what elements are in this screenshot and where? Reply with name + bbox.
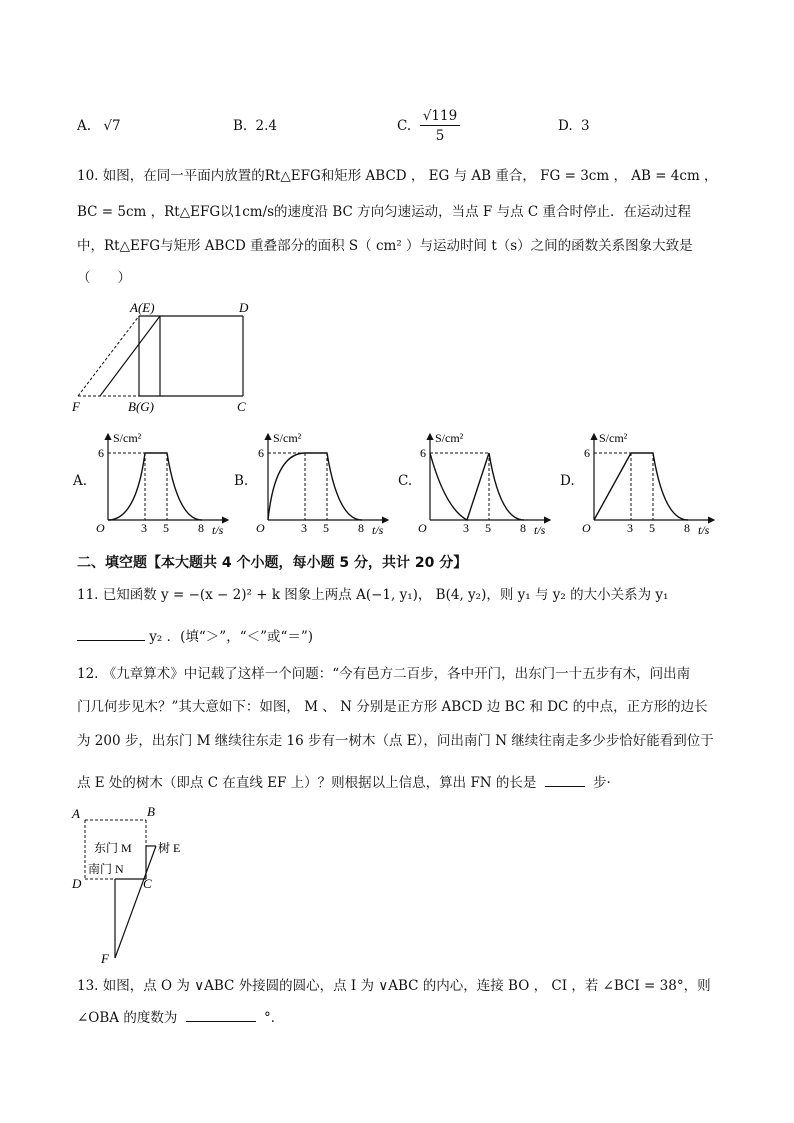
graph-d-x-tick-5: 5	[649, 521, 655, 535]
graph-c-x-tick-3: 3	[463, 521, 469, 535]
q12-figure-label-c: C	[143, 876, 152, 891]
q11-line-2-text: y₂ ．(填“＞”，“＜”或“＝”)	[149, 629, 314, 645]
q10-graph-d	[574, 428, 724, 542]
q10-figure-label-d: D	[239, 300, 249, 315]
q11-line-2	[77, 627, 313, 647]
q9-option-c-label: C.	[397, 118, 412, 134]
q10-figure-label-b: B(G)	[128, 399, 154, 414]
graph-b-curve	[268, 453, 362, 520]
q12-line-4	[77, 773, 611, 793]
q10-graph-label-b: B.	[234, 473, 249, 489]
graph-a-x-tick-3: 3	[141, 521, 147, 535]
graph-c-x-tick-8: 8	[520, 521, 526, 535]
q9-option-c-fraction	[420, 108, 460, 144]
q12-figure-label-a: A	[72, 806, 80, 821]
q9-option-c-numerator: √119	[420, 108, 460, 126]
q10-graph-b	[248, 428, 398, 542]
q12-figure-label-b: B	[147, 804, 155, 819]
q10-line-3: 中，Rt△EFG与矩形 ABCD 重叠部分的面积 S（ cm² ）与运动时间 t（s）之间的函数关系图象大致是	[77, 238, 693, 254]
graph-a-curve	[108, 453, 202, 520]
graph-a-x-label: t/s	[212, 523, 224, 537]
q13-line-2-end: °．	[263, 1010, 285, 1026]
q10-figure	[60, 290, 260, 420]
q12-figure-label-tree: 树 E	[158, 841, 181, 855]
q13-line-2	[77, 1008, 284, 1028]
q10-graph-d-svg	[574, 428, 724, 538]
q12-line-4-end: 步·	[593, 775, 611, 791]
q10-graph-c-svg	[410, 428, 560, 538]
q9-option-c-denominator: 5	[435, 128, 445, 144]
graph-d-y-tick: 6	[584, 446, 590, 460]
graph-b-x-tick-5: 5	[323, 521, 329, 535]
q12-figure-label-d: D	[72, 876, 82, 891]
q10-line-2: BC = 5cm ，Rt△EFG以1cm/s的速度沿 BC 方向匀速运动，当点 F 与点 C 重合时停止．在运动过程	[77, 204, 691, 220]
graph-d-x-tick-8: 8	[684, 521, 690, 535]
q10-figure-label-f: F	[72, 399, 80, 414]
graph-d-x-label: t/s	[698, 523, 710, 537]
graph-d-x-tick-3: 3	[627, 521, 633, 535]
q10-graph-b-svg	[248, 428, 398, 538]
graph-c-curve	[430, 453, 524, 520]
q12-line-3: 为 200 步，出东门 M 继续往东走 16 步有一树木（点 E），问出南门 N 继续往南走多少步恰好能看到位于	[77, 733, 714, 749]
q10-graph-a-svg	[88, 428, 238, 538]
q10-line-4: （ ）	[77, 270, 131, 286]
q9-option-b-value: 2.4	[255, 118, 277, 134]
q10-graph-label-c: C.	[398, 473, 413, 489]
q9-option-a	[77, 118, 121, 134]
graph-a-y-tick: 6	[98, 446, 104, 460]
q10-graph-a	[88, 428, 238, 542]
q9-option-d-value: 3	[580, 118, 590, 134]
graph-c-x-tick-5: 5	[485, 521, 491, 535]
graph-a-x-tick-5: 5	[163, 521, 169, 535]
q12-figure	[65, 800, 205, 970]
q12-line-1: 12. 《九章算术》中记载了这样一个问题：“今有邑方二百步，各中开门，出东门一十五步有木，问出南	[77, 666, 691, 682]
graph-b-origin: O	[256, 521, 265, 535]
q10-graph-label-d: D.	[560, 473, 575, 489]
graph-c-origin: O	[418, 521, 427, 535]
q12-figure-label-east-gate: 东门 M	[94, 841, 132, 855]
q12-line-4-text: 点 E 处的树木（即点 C 在直线 EF 上）？则根据以上信息，算出 FN 的长是	[77, 775, 537, 791]
q12-figure-label-south-gate: 南门 N	[88, 862, 124, 876]
graph-b-x-label: t/s	[372, 523, 384, 537]
q11-answer-blank[interactable]	[77, 640, 145, 641]
q12-figure-label-f: F	[101, 951, 109, 966]
graph-b-y-label: S/cm²	[273, 431, 302, 445]
q9-option-a-value: √7	[103, 118, 121, 134]
q11-line-1: 11. 已知函数 y = −(x − 2)² + k 图象上两点 A(−1, y₁)， B(4, y₂)，则 y₁ 与 y₂ 的大小关系为 y₁	[77, 587, 669, 603]
q13-answer-blank[interactable]	[186, 1021, 256, 1022]
q10-line-1: 10. 如图，在同一平面内放置的Rt△EFG和矩形 ABCD ， EG 与 AB 重合， FG = 3cm ， AB = 4cm ，	[77, 168, 718, 184]
q10-graph-label-a: A.	[73, 473, 88, 489]
q10-graph-c	[410, 428, 560, 542]
graph-d-origin: O	[582, 521, 591, 535]
q13-line-1: 13. 如图，点 O 为 ∨ABC 外接圆的圆心，点 I 为 ∨ABC 的内心，连接 BO ， CI ，若 ∠BCI = 38°，则	[77, 978, 711, 994]
graph-a-origin: O	[96, 521, 105, 535]
graph-b-x-tick-3: 3	[301, 521, 307, 535]
graph-d-y-label: S/cm²	[599, 431, 628, 445]
graph-d-curve	[594, 453, 688, 520]
graph-b-x-tick-8: 8	[358, 521, 364, 535]
q10-figure-label-c: C	[237, 399, 246, 414]
graph-c-x-label: t/s	[534, 523, 546, 537]
q9-option-d	[558, 118, 590, 134]
section-2-heading: 二、填空题【本大题共 4 个小题，每小题 5 分，共计 20 分】	[77, 555, 468, 571]
q9-option-b-label: B.	[233, 118, 248, 134]
q12-line-2: 门几何步见木？”其大意如下：如图， M 、 N 分别是正方形 ABCD 边 BC 和 DC 的中点，正方形的边长	[77, 699, 708, 715]
q9-option-d-label: D.	[558, 118, 573, 134]
q10-figure-label-a: A(E)	[130, 300, 155, 315]
graph-a-x-tick-8: 8	[198, 521, 204, 535]
q13-line-2-text: ∠OBA 的度数为	[77, 1010, 178, 1026]
graph-a-y-label: S/cm²	[113, 431, 142, 445]
q12-answer-blank[interactable]	[545, 786, 585, 787]
graph-b-y-tick: 6	[258, 446, 264, 460]
q9-option-b	[233, 118, 277, 134]
graph-c-y-tick: 6	[420, 446, 426, 460]
q9-option-c	[397, 118, 411, 134]
q9-option-a-label: A.	[77, 118, 92, 134]
graph-c-y-label: S/cm²	[435, 431, 464, 445]
